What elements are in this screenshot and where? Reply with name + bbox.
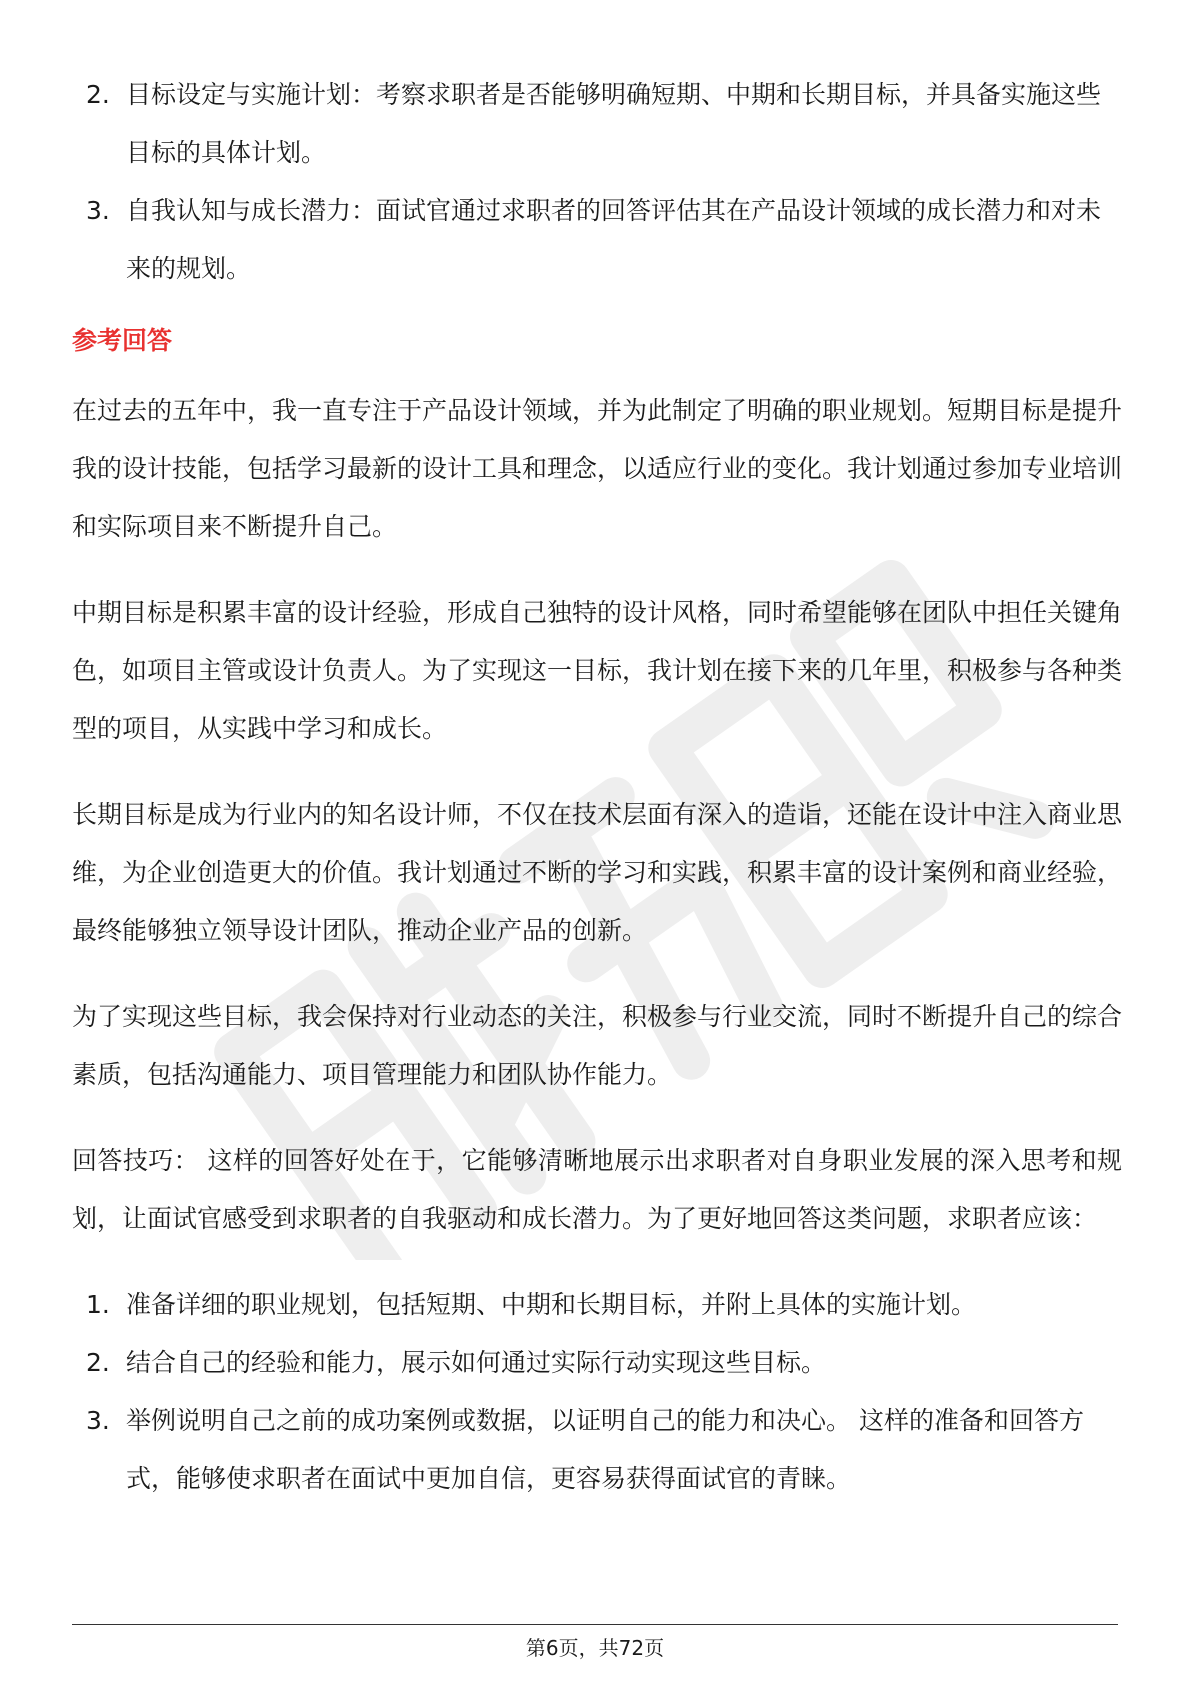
list-number: 2. — [86, 1348, 110, 1377]
list-text: 结合自己的经验和能力，展示如何通过实际行动实现这些目标。 — [126, 1348, 827, 1377]
paragraph: 在过去的五年中，我一直专注于产品设计领域，并为此制定了明确的职业规划。短期目标是提升我的设计技能，包括学习最新的设计工具和理念，以适应行业的变化。我计划通过参加专业培训和实际项目来不断提升自己。 — [72, 396, 1123, 541]
list-number: 1. — [86, 1290, 110, 1319]
list-text: 自我认知与成长潜力：面试官通过求职者的回答评估其在产品设计领域的成长潜力和对未来的规划。 — [126, 196, 1102, 283]
page-number: 第6页，共72页 — [525, 1636, 665, 1660]
list-item — [72, 1276, 1122, 1334]
list-number: 3. — [86, 196, 110, 225]
section-heading: 参考回答 — [72, 326, 173, 355]
paragraph: 为了实现这些目标，我会保持对行业动态的关注，积极参与行业交流，同时不断提升自己的综合素质，包括沟通能力、项目管理能力和团队协作能力。 — [72, 1002, 1123, 1089]
list-item — [72, 1334, 1122, 1392]
list-item — [72, 182, 1122, 298]
list-text: 举例说明自己之前的成功案例或数据，以证明自己的能力和决心。 这样的准备和回答方式，能够使求职者在面试中更加自信，更容易获得面试官的青睐。 — [126, 1406, 1084, 1493]
paragraph: 中期目标是积累丰富的设计经验，形成自己独特的设计风格，同时希望能够在团队中担任关键角色，如项目主管或设计负责人。为了实现这一目标，我计划在接下来的几年里，积极参与各种类型的项目，从实践中学习和成长。 — [72, 598, 1123, 743]
list-number: 3. — [86, 1406, 110, 1435]
footer-divider — [72, 1624, 1118, 1625]
paragraph: 长期目标是成为行业内的知名设计师，不仅在技术层面有深入的造诣，还能在设计中注入商业思维，为企业创造更大的价值。我计划通过不断的学习和实践，积累丰富的设计案例和商业经验，最终能够独立领导设计团队，推动企业产品的创新。 — [72, 800, 1123, 945]
paragraph: 回答技巧： 这样的回答好处在于，它能够清晰地展示出求职者对自身职业发展的深入思考和规划，让面试官感受到求职者的自我驱动和成长潜力。为了更好地回答这类问题，求职者应该： — [72, 1146, 1122, 1233]
tips-list — [72, 1276, 1122, 1508]
page-content — [72, 66, 1122, 1508]
list-number: 2. — [86, 80, 110, 109]
criteria-list — [72, 66, 1122, 298]
list-text: 准备详细的职业规划，包括短期、中期和长期目标，并附上具体的实施计划。 — [126, 1290, 977, 1319]
list-item — [72, 1392, 1122, 1508]
list-text: 目标设定与实施计划：考察求职者是否能够明确短期、中期和长期目标，并具备实施这些目标的具体计划。 — [126, 80, 1102, 167]
list-item — [72, 66, 1122, 182]
